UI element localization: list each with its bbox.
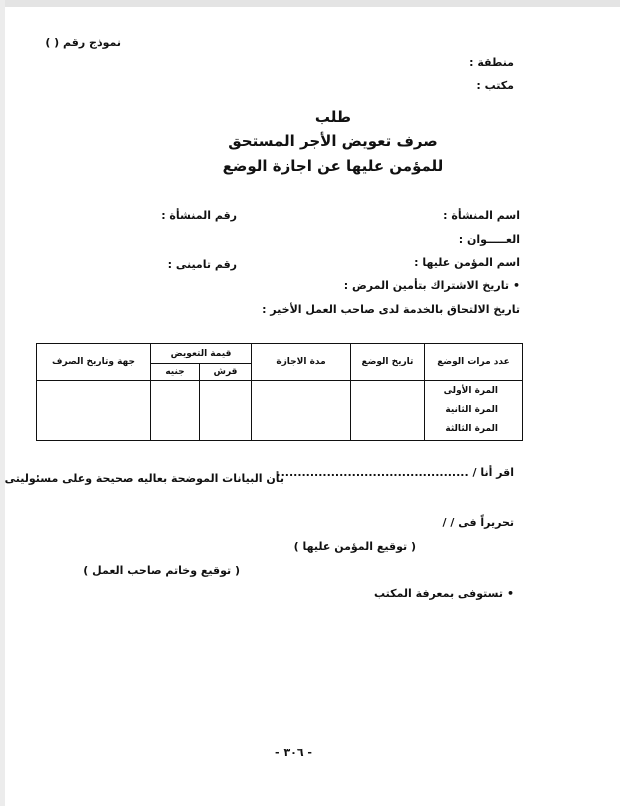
- subscription-date-field: [344, 279, 520, 292]
- pound-cell: [151, 381, 200, 441]
- header-piaster: قرش: [200, 364, 252, 381]
- subscription-date-label: تاريخ الاشتراك بتأمين المرض :: [343, 279, 509, 292]
- leave-duration-cell: [252, 381, 351, 441]
- page-number: - ٣٠٦ -: [275, 746, 312, 759]
- header-delivery-date: تاريخ الوضع: [351, 344, 425, 381]
- insurance-number-field: رقم تامينى :: [167, 258, 237, 271]
- establishment-name-field: اسم المنشأة :: [443, 209, 520, 222]
- declaration-end: بأن البيانات الموضحة بعاليه صحيحة وعلى مسئوليتى: [4, 472, 284, 485]
- header-payment: جهة وتاريخ الصرف: [37, 344, 151, 381]
- bullet-icon: •: [512, 279, 520, 292]
- row-labels-cell: [425, 381, 523, 441]
- office-field: مكتب :: [476, 79, 514, 92]
- date-line: تحريراً فى / /: [442, 516, 514, 529]
- header-leave-duration: مدة الاجازة: [252, 344, 351, 381]
- insured-name-field: اسم المؤمن عليها :: [414, 256, 520, 269]
- region-field: منطقة :: [469, 56, 514, 69]
- header-compensation: قيمة التعويض: [151, 344, 252, 364]
- employer-signature: ( توقيع وخاتم صاحب العمل ): [83, 564, 240, 577]
- establishment-number-field: رقم المنشأة :: [161, 209, 237, 222]
- bullet-icon: •: [506, 587, 514, 600]
- address-field: العـــــوان :: [458, 233, 520, 246]
- office-note-label: تستوفى بمعرفة المكتب: [374, 587, 503, 600]
- form-title-main: صرف تعويض الأجر المستحق: [228, 132, 438, 150]
- row-label-third: المرة الثالثة: [445, 424, 498, 434]
- header-pound: جنيه: [151, 364, 200, 381]
- last-employer-date-field: تاريخ الالتحاق بالخدمة لدى صاحب العمل الأخير :: [262, 303, 520, 316]
- scan-edge-top: [0, 0, 620, 7]
- row-label-first: المرة الأولى: [443, 386, 498, 396]
- office-note: [374, 587, 514, 600]
- form-title-request: طلب: [314, 108, 352, 126]
- payment-cell: [37, 381, 151, 441]
- piaster-cell: [200, 381, 252, 441]
- delivery-date-cell: [351, 381, 425, 441]
- form-title-sub: للمؤمن عليها عن اجازة الوضع: [222, 157, 444, 175]
- declaration-start: اقر أنا / ..............................................: [276, 466, 514, 479]
- delivery-table: [36, 343, 523, 441]
- form-number: نموذج رقم ( ): [45, 36, 121, 49]
- insured-signature: ( توقيع المؤمن عليها ): [293, 540, 416, 553]
- row-label-second: المرة الثانية: [445, 405, 498, 415]
- header-deliveries: عدد مرات الوضع: [425, 344, 523, 381]
